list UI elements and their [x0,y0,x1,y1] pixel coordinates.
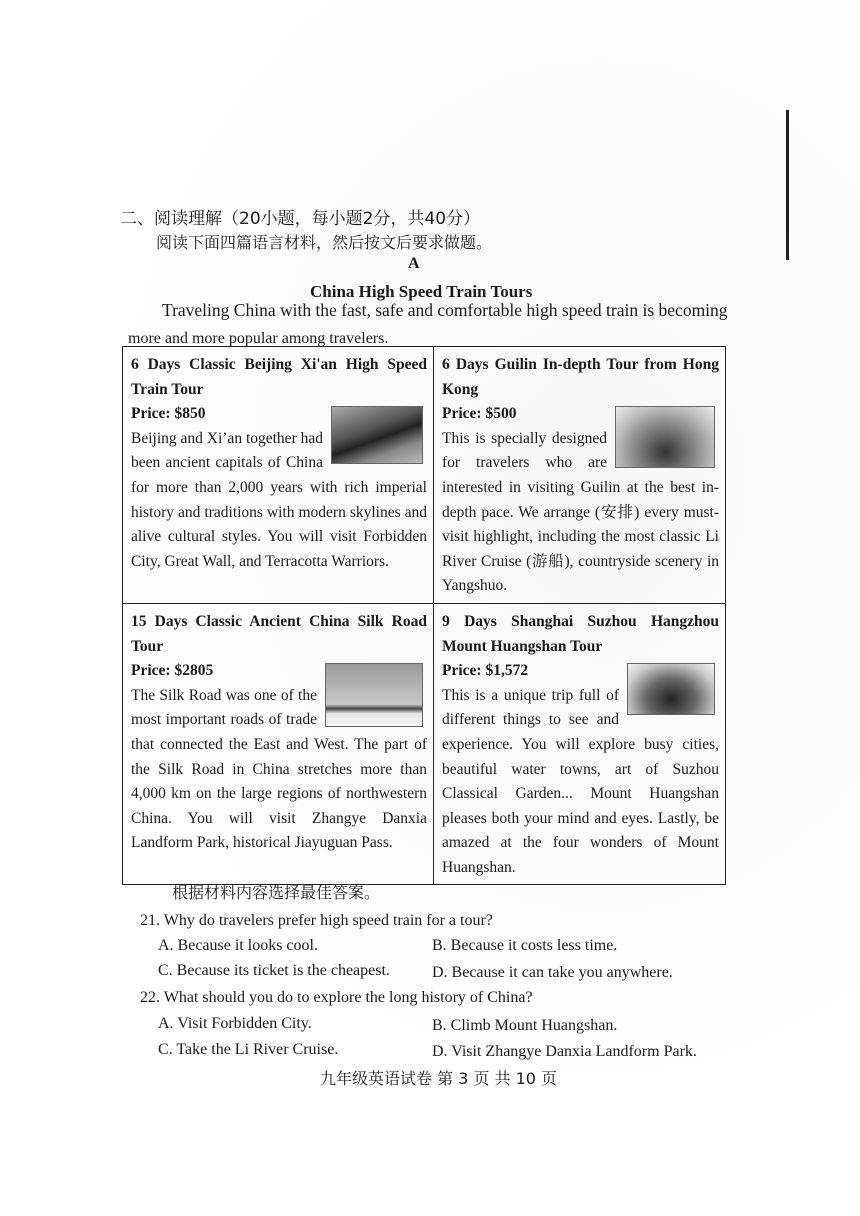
tour-cell [434,603,726,885]
tour-name: 15 Days Classic Ancient China Silk Road Tour [131,612,427,655]
tours-table [122,346,726,885]
tour-name: 6 Days Classic Beijing Xi'an High Speed Train Tour [131,356,427,398]
tour-price: Price: $500 [442,405,517,423]
passage-intro-line-1: Traveling China with the fast, safe and comfortable high speed train is becoming [162,300,728,320]
page-footer: 九年级英语试卷 第 3 页 共 10 页 [320,1069,558,1088]
tour-description: This is a unique trip full of different things to see and experience. You will explore busy cities, beautiful water towns, art of Suzhou Classical Garden... Mount Huangshan pleases both your mind and eyes. Lastly, be amazed at the four wonders of Mount Huangshan. [442,686,719,876]
tour-price: Price: $850 [131,405,206,423]
question-stem: 21. Why do travelers prefer high speed train for a tour? [140,912,493,929]
guilin-landscape-photo [615,406,715,468]
tour-description: This is specially designed for travelers who are interested in visiting Guilin at the best in-depth pace. We arrange (安排) every must-visit highlight, including the most classic Li River Cruise (游船), countryside scenery in Yangshuo. [442,429,719,595]
tour-description: The Silk Road was one of the most important roads of trade that connected the East and West. The part of the Silk Road in China stretches more than 4,000 km on the large regions of northwestern China. You will visit Zhangye Danxia Landform Park, historical Jiayuguan Pass. [131,686,427,852]
answer-option[interactable]: D. Because it can take you anywhere. [432,964,673,981]
passage-intro-line-2: more and more popular among travelers. [128,330,389,347]
answer-option[interactable]: C. Take the Li River Cruise. [158,1041,339,1058]
tour-description: Beijing and Xi’an together had been ancient capitals of China for more than 2,000 years with rich imperial history and traditions with modern skylines and alive cultural styles. You will visit Forbidden City, Great Wall, and Terracotta Warriors. [131,429,427,570]
section-instruction: 阅读下面四篇语言材料，然后按文后要求做题。 [156,233,493,252]
answer-option[interactable]: B. Because it costs less time. [432,937,618,954]
tour-cell [123,347,434,604]
tour-cell [123,603,434,885]
high-speed-railway-photo [331,406,423,464]
passage-letter: A [408,255,420,272]
questions-instruction: 根据材料内容选择最佳答案。 [172,883,381,902]
answer-option[interactable]: D. Visit Zhangye Danxia Landform Park. [432,1043,697,1060]
answer-option[interactable]: B. Climb Mount Huangshan. [432,1017,618,1034]
camel-caravan-photo [325,663,423,727]
answer-option[interactable]: C. Because its ticket is the cheapest. [158,962,390,979]
tour-price: Price: $2805 [131,662,214,680]
tours-row [123,603,726,885]
question-stem: 22. What should you do to explore the long history of China? [140,989,533,1006]
answer-option[interactable]: A. Because it looks cool. [158,937,318,954]
tour-cell [434,347,726,604]
tour-name: 9 Days Shanghai Suzhou Hangzhou Mount Huangshan Tour [442,612,719,655]
section-title: 二、阅读理解（20小题，每小题2分，共40分） [120,209,481,229]
mountain-photo [627,663,715,715]
answer-option[interactable]: A. Visit Forbidden City. [158,1015,312,1032]
tours-row [123,347,726,604]
margin-rule [786,110,789,260]
passage-title: China High Speed Train Tours [310,282,533,301]
tour-price: Price: $1,572 [442,662,529,680]
tour-name: 6 Days Guilin In-depth Tour from Hong Kong [442,356,719,398]
